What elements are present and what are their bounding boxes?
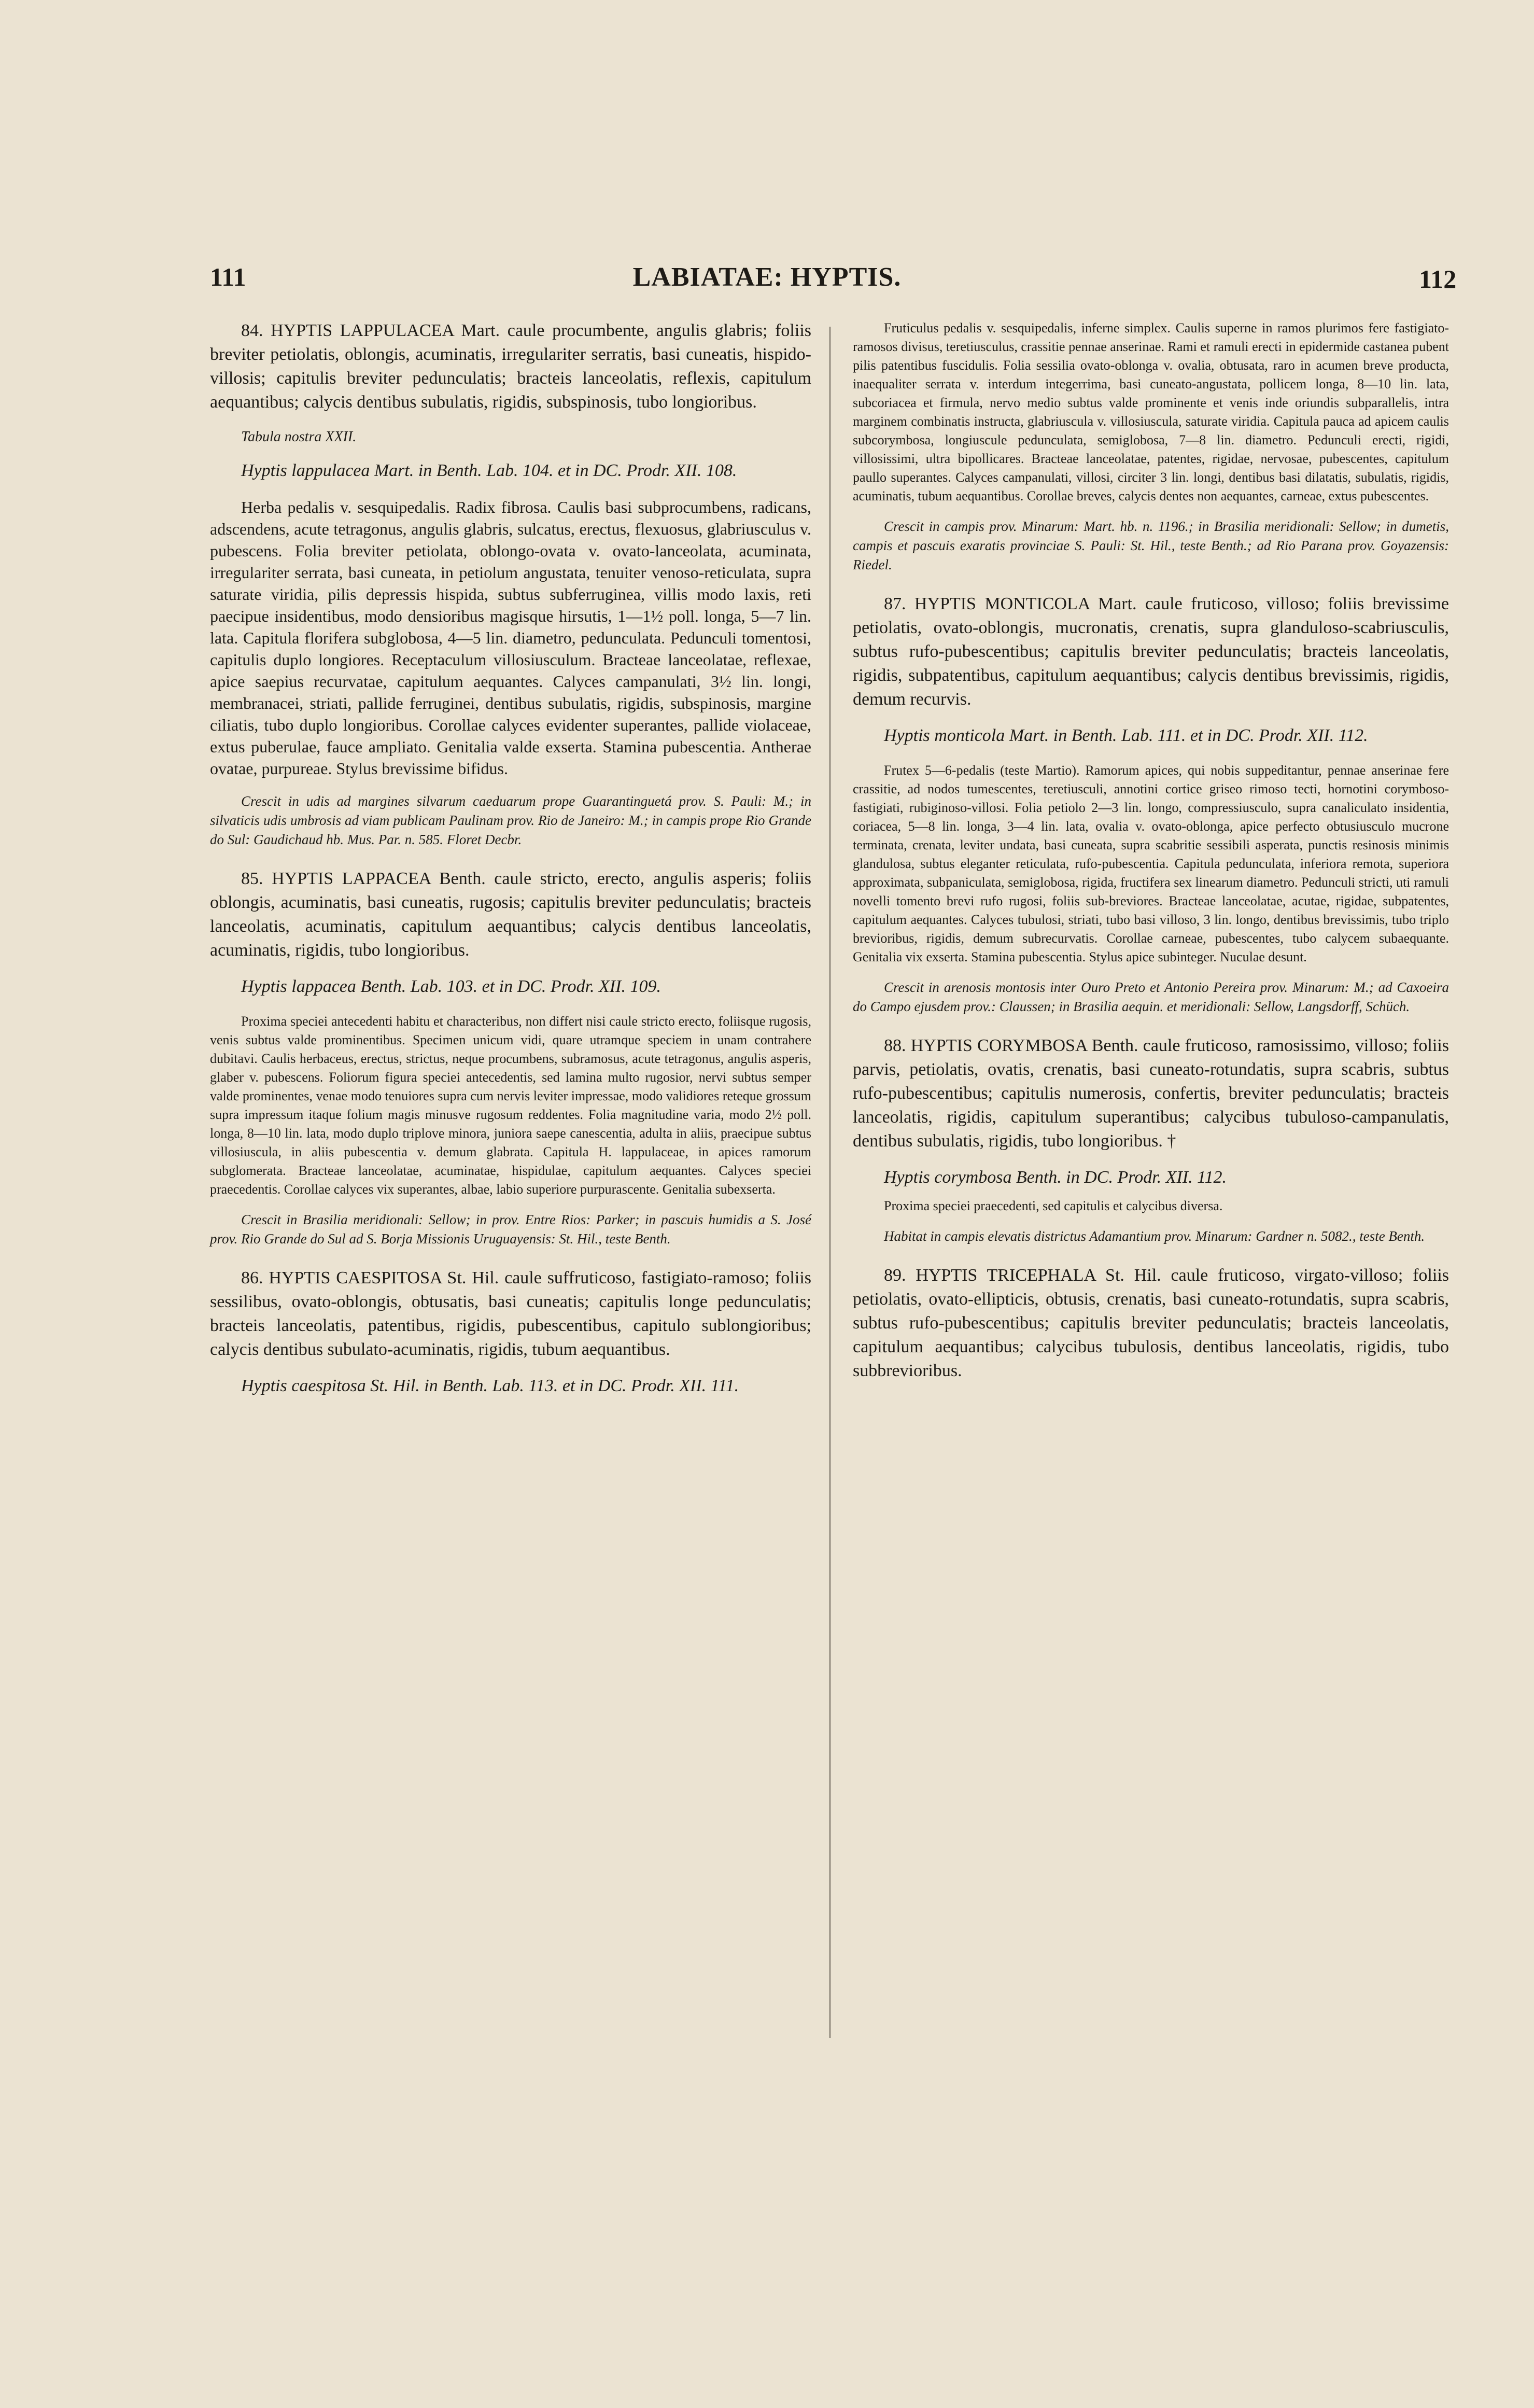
species-86-description: Fruticulus pedalis v. sesquipedalis, inferne simplex. Caulis superne in ramos plurimos fere fastigiato-ramosos divisus, teretiusculus, crassitie pennae anserinae. Rami et ramuli erecti in epidermide castanea pubent pilis patentibus fuscidulis. Folia sessilia ovato-oblonga v. ovalia, obtusata, raro in acumen breve producta, inaequaliter serrata v. interdum integerrima, basi cuneato-angustata, pollicem longa, 8—10 lin. lata, subcoriacea et firmula, nervo medio subtus valde prominente et venis inde oriundis subparallelis, intra marginem combinatis instructa, glabriuscula v. villosiuscula, saturate viridia. Capitula pauca ad apicem caulis subcorymbosa, longiuscule pedunculata, semiglobosa, 7—8 lin. diametro. Pedunculi erecti, rigidi, villosissimi, ultra bipollicares. Bracteae lanceolatae, patentes, rigidae, nervosae, pubescentes, capitulum paullo superantes. Calyces campanulati, villosi, circiter 3 lin. longi, dentibus basi dilatatis, subulatis, rigidis, acuminatis, tubum aequantibus. Corollae breves, calycis dentes non aequantes, carneae, extus pubescentes. bbox=[853, 320, 1449, 503]
species-84-plate: Tabula nostra XXII. bbox=[241, 429, 357, 445]
species-87 bbox=[853, 592, 1449, 1016]
species-88-habitat: Habitat in campis elevatis districtus Adamantium prov. Minarum: Gardner n. 5082., teste Benth. bbox=[884, 1228, 1425, 1244]
right-page-number: 112 bbox=[1419, 264, 1457, 293]
species-86-continued bbox=[853, 319, 1449, 575]
species-87-habitat: Crescit in arenosis montosis inter Ouro Preto et Antonio Pereira prov. Minarum: M.; ad Caxoeira do Campo ejusdem prov.: Claussen; in Brasilia aequin. et meridionali: Sellow, Langsdorff, Schüch. bbox=[853, 979, 1449, 1014]
species-86-habitat: Crescit in campis prov. Minarum: Mart. hb. n. 1196.; in Brasilia meridionali: Sellow; in dumetis, campis et pascuis exaratis provinciae S. Pauli: St. Hil., teste Benth.; ad Rio Parana prov. Goyazensis: Riedel. bbox=[853, 519, 1449, 572]
species-87-diagnosis: 87. HYPTIS MONTICOLA Mart. caule fruticoso, villoso; foliis brevissime petiolatis, ovato-oblongis, mucronatis, crenatis, supra glanduloso-scabriusculis, subtus rufo-pubescentibus; capitulis breviter pedunculatis; bracteis lanceolatis, rigidis, subpatentibus, capitulum aequantibus; calycis dentibus brevissimis, rigidis, demum recurvis. bbox=[853, 594, 1449, 709]
species-85 bbox=[210, 867, 811, 1249]
species-84-diagnosis: 84. HYPTIS LAPPULACEA Mart. caule procumbente, angulis glabris; foliis breviter petiolatis, oblongis, acuminatis, irregulariter serratis, basi cuneatis, hispido-villosis; capitulis breviter pedunculatis; bracteis lanceolatis, reflexis, capitulum aequantibus; calycis dentibus subulatis, rigidis, subspinosis, tubo longioribus. bbox=[210, 321, 811, 412]
species-87-reference: Hyptis monticola Mart. in Benth. Lab. 111. et in DC. Prodr. XII. 112. bbox=[884, 726, 1368, 745]
species-85-habitat: Crescit in Brasilia meridionali: Sellow; in prov. Entre Rios: Parker; in pascuis humidis a S. José prov. Rio Grande do Sul ad S. Borja Missionis Uruguayensis: St. Hil., teste Benth. bbox=[210, 1212, 811, 1247]
species-84 bbox=[210, 319, 811, 849]
species-85-diagnosis: 85. HYPTIS LAPPACEA Benth. caule stricto, erecto, angulis asperis; foliis oblongis, acuminatis, basi cuneatis, rugosis; capitulis breviter pedunculatis; bracteis lanceolatis, acuminatis, capitulum aequantibus; calycis dentibus lanceolatis, acuminatis, rigidis, tubo longioribus. bbox=[210, 869, 811, 960]
species-86-reference: Hyptis caespitosa St. Hil. in Benth. Lab. 113. et in DC. Prodr. XII. 111. bbox=[241, 1376, 739, 1395]
species-84-habitat: Crescit in udis ad margines silvarum caeduarum prope Guarantinguetá prov. S. Pauli: M.; in silvaticis udis umbrosis ad viam publicam Paulinam prov. Rio de Janeiro: M.; in campis prope Rio Grande do Sul: Gaudichaud hb. Mus. Par. n. 585. Floret Decbr. bbox=[210, 793, 811, 847]
species-85-reference: Hyptis lappacea Benth. Lab. 103. et in DC. Prodr. XII. 109. bbox=[241, 977, 661, 996]
column-divider bbox=[829, 327, 831, 2038]
species-88 bbox=[853, 1034, 1449, 1246]
left-column bbox=[210, 319, 811, 1411]
species-86 bbox=[210, 1266, 811, 1398]
right-column bbox=[853, 319, 1449, 1396]
species-86-diagnosis: 86. HYPTIS CAESPITOSA St. Hil. caule suffruticoso, fastigiato-ramoso; foliis sessilibus, ovato-oblongis, obtusatis, basi cuneatis; capitulis longe pedunculatis; bracteis lanceolatis, patentibus, rigidis, pubescentibus, capitulo sublongioribus; calycis dentibus subulato-acuminatis, rigidis, tubum aequantibus. bbox=[210, 1268, 811, 1359]
species-89 bbox=[853, 1264, 1449, 1383]
species-87-description: Frutex 5—6-pedalis (teste Martio). Ramorum apices, qui nobis suppeditantur, pennae anserinae fere crassitie, ad nodos tumescentes, teretiusculi, annotini cortice griseo rimoso tecti, hornotini corymboso-fastigiati, rubiginoso-villosi. Folia petiolo 2—3 lin. longo, compressiusculo, supra canaliculato insidentia, coriacea, 5—8 lin. longa, 3—4 lin. lata, ovalia v. ovato-oblonga, apice perfecto obtusiusculo mucrone terminata, crenata, leviter undata, basi cuneata, supra scabritie sessibili asperata, punctis resinosis minimis glandulosa, subtus eleganter reticulata, rufo-pubescentia. Capitula pedunculata, inferiora remota, superiora approximata, subpaniculata, semiglobosa, rigida, fructifera sex linearum diametro. Pedunculi stricti, uti ramuli novelli tomento brevi rufo rugosi, foliis sub-breviores. Bracteae lanceolatae, acutae, rigidae, subpatentes, capitulum aequantes. Calyces tubulosi, striati, tubo basi villoso, 3 lin. longo, dentibus brevissimis, tubo triplo brevioribus, rigidis, demum subrecurvatis. Corollae carneae, pubescentes, tubo calycem subaequante. Genitalia vix exserta. Stamina pubescentia. Stylus apice subinteger. Nuculae desunt. bbox=[853, 763, 1449, 964]
species-84-description: Herba pedalis v. sesquipedalis. Radix fibrosa. Caulis basi subprocumbens, radicans, adscendens, acute tetragonus, angulis glabris, sulcatus, erectus, flexuosus, glabriusculus v. pubescens. Folia breviter petiolata, oblongo-ovata v. ovato-lanceolata, acuminata, irregulariter serrata, basi cuneata, in petiolum angustata, tenuiter venoso-reticulata, supra saturate viridia, pilis depressis hispida, subtus subferruginea, villis modo laxis, reti paecipue insidentibus, modo densioribus magisque hirsutis, 1—1½ poll. longa, 5—7 lin. lata. Capitula florifera subglobosa, 4—5 lin. diametro, pedunculata. Pedunculi tomentosi, capitulis duplo longiores. Receptaculum villosiusculum. Bracteae lanceolatae, reflexae, apice saepius recurvatae, capitulum aequantes. Calyces campanulati, 3½ lin. longi, membranacei, striati, pallide ferruginei, dentibus subulatis, rigidis, subspinosis, margine ciliatis, tubo duplo longioribus. Corollae calyces evidenter superantes, pallide violaceae, extus puberulae, fauce ampliato. Genitalia valde exserta. Stamina pubescentia. Antherae ovatae, purpureae. Stylus brevissime bifidus. bbox=[210, 498, 811, 778]
left-page-number: 111 bbox=[210, 262, 246, 291]
species-89-diagnosis: 89. HYPTIS TRICEPHALA St. Hil. caule fruticoso, virgato-villoso; foliis petiolatis, ovato-ellipticis, obtusis, crenatis, basi cuneato-rotundatis, supra scabris, subtus rufo-pubescentibus; capitulis breviter pedunculatis; bracteis lanceolatis, capitulum aequantibus; calycibus tubulosis, dentibus lanceolatis, rigidis, tubo subbrevioribus. bbox=[853, 1266, 1449, 1380]
species-84-reference: Hyptis lappulacea Mart. in Benth. Lab. 104. et in DC. Prodr. XII. 108. bbox=[241, 461, 737, 480]
running-title: LABIATAE: HYPTIS. bbox=[632, 262, 902, 292]
species-88-reference: Hyptis corymbosa Benth. in DC. Prodr. XII. 112. bbox=[884, 1168, 1227, 1187]
species-88-description: Proxima speciei praecedenti, sed capitulis et calycibus diversa. bbox=[884, 1198, 1223, 1213]
species-85-description: Proxima speciei antecedenti habitu et characteribus, non differt nisi caule stricto erecto, foliisque rugosis, venis subtus valde prominentibus. Specimen unicum vidi, quare utramque speciem in unam contrahere dubitavi. Caulis herbaceus, erectus, strictus, neque procumbens, subramosus, acute tetragonus, angulis asperis, glaber v. pubescens. Foliorum figura speciei antecedentis, sed lamina multo rugosior, nervi subtus semper valde prominentes, venae modo tenuiores supra cum nervis leviter impressae, modo validiores reteque grossum supra impressum itaque folium magis minusve rugosum reddentes. Folia magnitudine varia, modo 2½ poll. longa, 8—10 lin. lata, modo duplo triplove minora, juniora saepe canescentia, adulta in aliis, praecipue subtus villosiuscula, in aliis pubescentia v. demum glabrata. Capitula H. lappulaceae, in apices ramorum subglomerata. Bracteae lanceolatae, acuminatae, hispidulae, capitulum aequantes. Calyces speciei praecedentis. Corollae calyces vix superantes, albae, labio superiore purpurascente. Genitalia subexserta. bbox=[210, 1014, 811, 1197]
species-88-diagnosis: 88. HYPTIS CORYMBOSA Benth. caule fruticoso, ramosissimo, villoso; foliis parvis, petiolatis, ovatis, crenatis, basi cuneato-rotundatis, supra scabris, subtus rufo-pubescentibus; capitulis numerosis, confertis, breviter pedunculatis; bracteis lanceolatis, rigidis, capitulum superantibus; calycibus tubuloso-campanulatis, dentibus subulatis, rigidis, tubo longioribus. † bbox=[853, 1036, 1449, 1151]
page-header bbox=[0, 262, 1534, 303]
